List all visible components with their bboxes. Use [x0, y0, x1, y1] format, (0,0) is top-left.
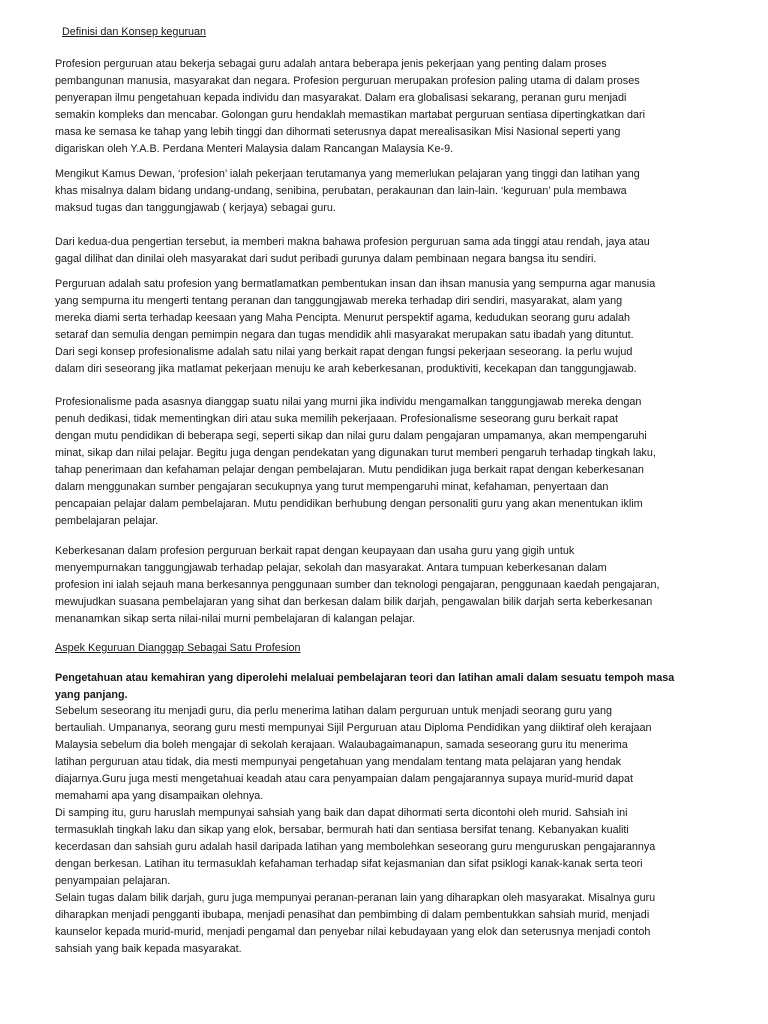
- text-line: dengan mutu pendidikan di beberapa segi, seperti sikap dan nilai guru dalam pengajaran umpamanya, akan mempengaruhi: [55, 430, 647, 442]
- text-line: mewujudkan suasana pembelajaran yang sihat dan berkesan dalam bilik darjah, pengawalan bilik darjah serta keberkesanan: [55, 596, 653, 608]
- paragraph-1: [55, 56, 740, 158]
- text-line: pembangunan manusia, masyarakat dan negara. Profesion perguruan merupakan profesion paling utama di dalam proses: [55, 75, 640, 87]
- text-line: pembelajaran pelajar.: [55, 515, 159, 527]
- paragraph-7: [55, 703, 740, 958]
- text-line: Malaysia sebelum dia boleh mengajar di sekolah kerajaan. Walaubagaimanapun, samada seseorang guru itu menerima: [55, 739, 628, 751]
- heading-text: Definisi dan Konsep keguruan: [62, 26, 207, 38]
- text-line: khas misalnya dalam bidang undang-undang, senibina, perubatan, perakaunan dan lain-lain. ‘keguruan’ pula membawa: [55, 185, 627, 197]
- heading-aspek: [55, 640, 740, 657]
- bold-statement: [55, 670, 740, 704]
- text-line: Dari kedua-dua pengertian tersebut, ia memberi makna bahawa profesion perguruan sama ada tinggi atau rendah, jaya atau: [55, 236, 650, 248]
- paragraph-4: [55, 276, 740, 378]
- text-line: penyerapan ilmu pengetahuan kepada individu dan masyarakat. Dalam era globalisasi sekarang, peranan guru menjadi: [55, 92, 627, 104]
- text-line: menyempurnakan tanggungjawab terhadap pelajar, sekolah dan masyarakat. Antara tumpuan keberkesanan dalam: [55, 562, 607, 574]
- paragraph-6: [55, 543, 740, 628]
- heading-text: Aspek Keguruan Dianggap Sebagai Satu Profesion: [55, 642, 301, 654]
- text-line: diharapkan menjadi pengganti ibubapa, menjadi penasihat dan pembimbing di dalam pembentukkan sahsiah murid, menjadi: [55, 909, 650, 921]
- text-line: minat, sikap dan nilai pelajar. Begitu juga dengan pendekatan yang digunakan turut memberi pengaruh terhadap tingkah laku,: [55, 447, 656, 459]
- text-line: dalam menggunakan sumber pengajaran secukupnya yang turut mempengaruhi minat, kefahaman, penyertaan dan: [55, 481, 609, 493]
- text-line: Pengetahuan atau kemahiran yang diperolehi melaluai pembelajaran teori dan latihan amali dalam sesuatu tempoh masa: [55, 672, 675, 684]
- text-line: Selain tugas dalam bilik darjah, guru juga mempunyai peranan-peranan lain yang diharapkan oleh masyarakat. Misalnya guru: [55, 892, 656, 904]
- text-line: Keberkesanan dalam profesion perguruan berkait rapat dengan keupayaan dan usaha guru yang gigih untuk: [55, 545, 575, 557]
- text-line: Sebelum seseorang itu menjadi guru, dia perlu menerima latihan dalam perguruan untuk menjadi seorang guru yang: [55, 705, 612, 717]
- text-line: bertauliah. Umpananya, seorang guru mesti mempunyai Sijil Perguruan atau Diploma Pendidikan yang diiktiraf oleh kerajaan: [55, 722, 652, 734]
- text-line: termasuklah tingkah laku dan sikap yang elok, bersabar, bermurah hati dan sentiasa bersifat tenang. Kebanyakan kualiti: [55, 824, 629, 836]
- text-line: Dari segi konsep profesionalisme adalah satu nilai yang berkait rapat dengan fungsi pekerjaan seseorang. Ia perlu wujud: [55, 346, 633, 358]
- text-line: profesion ini ialah sejauh mana berkesannya penggunaan sumber dan teknologi pengajaran, penggunaan kaedah pengajaran,: [55, 579, 660, 591]
- text-line: penuh dedikasi, tidak mementingkan diri atau suka memilih pekerjaaan. Profesionalisme seseorang guru berkait rapat: [55, 413, 618, 425]
- text-line: masa ke semasa ke tahap yang lebih tinggi dan dihormati seterusnya dapat merealisasikan Misi Nasional seperti yang: [55, 126, 621, 138]
- text-line: memahami apa yang disampaikan olehnya.: [55, 790, 264, 802]
- paragraph-3: [55, 234, 740, 268]
- text-line: yang panjang.: [55, 689, 128, 701]
- text-line: dengan berkesan. Latihan itu termasuklah kefahaman terhadap sifat kejasmanian dan sifat psiklogi kanak-kanak serta teori: [55, 858, 643, 870]
- text-line: kecerdasan dan sahsiah guru adalah hasil daripada latihan yang membolehkan seseorang guru menguruskan pengajarannya: [55, 841, 656, 853]
- text-line: Profesionalisme pada asasnya dianggap suatu nilai yang murni jika individu mengamalkan tanggungjawab mereka dengan: [55, 396, 642, 408]
- text-line: tahap penerimaan dan kefahaman pelajar dengan pembelajaran. Mutu pendidikan juga berkait rapat dengan keberkesanan: [55, 464, 644, 476]
- text-line: Mengikut Kamus Dewan, ‘profesion’ ialah pekerjaan terutamanya yang memerlukan pelajaran yang tinggi dan latihan yang: [55, 168, 640, 180]
- text-line: diajarnya.Guru juga mesti mengetahuai keadah atau cara penyampaian dalam pengajarannya supaya murid-murid dapat: [55, 773, 633, 785]
- text-line: yang sempurna itu mengerti tentang peranan dan tanggungjawab mereka terhadap diri sendiri, masyarakat, alam yang: [55, 295, 623, 307]
- text-line: Profesion perguruan atau bekerja sebagai guru adalah antara beberapa jenis pekerjaan yang penting dalam proses: [55, 58, 607, 70]
- text-line: semakin kompleks dan mencabar. Golongan guru hendaklah memastikan martabat perguruan sentiasa dipertingkatkan dari: [55, 109, 645, 121]
- text-line: maksud tugas dan tanggungjawab ( kerjaya) sebagai guru.: [55, 202, 336, 214]
- text-line: penyampaian pelajaran.: [55, 875, 171, 887]
- paragraph-2: [55, 166, 740, 217]
- text-line: gagal dilihat dan dinilai oleh masyarakat dari sudut peribadi gurunya dalam pembinaan negara bangsa itu sendiri.: [55, 253, 597, 265]
- text-line: pencapaian pelajar dalam pembelajaran. Mutu pendidikan berhubung dengan personaliti guru yang akan menentukan iklim: [55, 498, 643, 510]
- paragraph-5: [55, 394, 740, 530]
- text-line: mereka diami serta terhadap keesaan yang Maha Pencipta. Menurut perspektif agama, kedudukan seorang guru adalah: [55, 312, 630, 324]
- text-line: digariskan oleh Y.A.B. Perdana Menteri Malaysia dalam Rancangan Malaysia Ke-9.: [55, 143, 454, 155]
- heading-definisi: [62, 24, 747, 41]
- text-line: dalam diri seseorang jika matlamat pekerjaan menuju ke arah keberkesanan, produktiviti, kecekapan dan tanggungjawab.: [55, 363, 637, 375]
- text-line: latihan perguruan atau tidak, dia mesti mempunyai pengetahuan yang mendalam tentang mata pelajaran yang hendak: [55, 756, 622, 768]
- text-line: sahsiah yang baik kepada masyarakat.: [55, 943, 242, 955]
- text-line: Perguruan adalah satu profesion yang bermatlamatkan pembentukan insan dan ihsan manusia yang sempurna agar manusia: [55, 278, 656, 290]
- text-line: setaraf dan semulia dengan pemimpin negara dan tugas mendidik ahli masyarakat merupakan satu ibadah yang dituntut.: [55, 329, 634, 341]
- text-line: Di samping itu, guru haruslah mempunyai sahsiah yang baik dan dapat dihormati serta dicontohi oleh murid. Sahsiah ini: [55, 807, 628, 819]
- text-line: kaunselor kepada murid-murid, menjadi pengamal dan penyebar nilai kebudayaan yang elok dan seterusnya menjadi contoh: [55, 926, 651, 938]
- text-line: menanamkan sikap serta nilai-nilai murni pembelajaran di kalangan pelajar.: [55, 613, 416, 625]
